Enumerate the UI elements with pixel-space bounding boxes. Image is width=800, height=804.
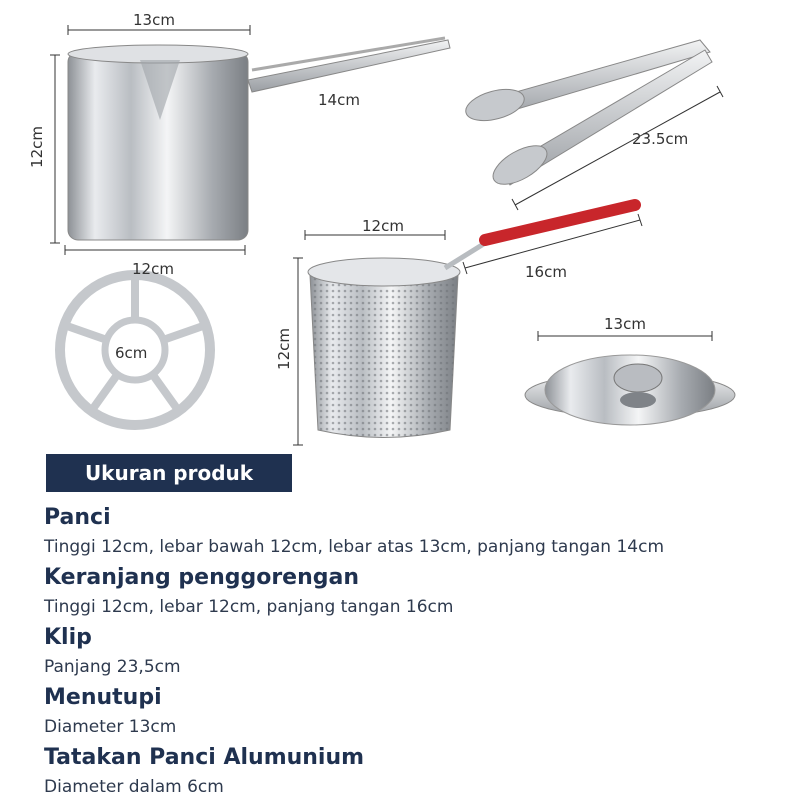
section-banner: Ukuran produk bbox=[46, 454, 292, 492]
trivet-inner-label: 6cm bbox=[115, 344, 148, 362]
tongs-length-label: 23.5cm bbox=[632, 130, 689, 148]
pot-top-width-label: 13cm bbox=[133, 11, 175, 29]
basket-width-label: 12cm bbox=[362, 217, 404, 235]
pot-handle-label: 14cm bbox=[318, 91, 360, 109]
spec-list bbox=[44, 504, 784, 804]
spec-item-lid bbox=[44, 684, 784, 739]
lid-diameter-label: 13cm bbox=[604, 315, 646, 333]
pot-height-label: 12cm bbox=[27, 126, 46, 168]
basket-height-label: 12cm bbox=[274, 328, 293, 370]
basket-handle-label: 16cm bbox=[525, 263, 567, 281]
spec-item-tongs bbox=[44, 624, 784, 679]
spec-title: Panci bbox=[44, 505, 111, 530]
spec-title: Keranjang penggorengan bbox=[44, 565, 360, 590]
spec-title: Menutupi bbox=[44, 685, 162, 710]
spec-description: Panjang 23,5cm bbox=[44, 657, 181, 677]
lid-illustration bbox=[525, 331, 735, 425]
spec-description: Diameter 13cm bbox=[44, 717, 177, 737]
spec-description: Tinggi 12cm, lebar bawah 12cm, lebar atas 13cm, panjang tangan 14cm bbox=[44, 537, 665, 557]
spec-description: Tinggi 12cm, lebar 12cm, panjang tangan 16cm bbox=[44, 597, 454, 617]
spec-item-trivet bbox=[44, 744, 784, 799]
tongs-illustration bbox=[462, 40, 723, 210]
spec-description: Diameter dalam 6cm bbox=[44, 777, 224, 797]
spec-item-pot bbox=[44, 504, 784, 559]
spec-title: Tatakan Panci Alumunium bbox=[44, 745, 365, 770]
pot-bottom-width-label: 12cm bbox=[132, 260, 174, 278]
spec-title: Klip bbox=[44, 625, 92, 650]
spec-item-basket bbox=[44, 564, 784, 619]
